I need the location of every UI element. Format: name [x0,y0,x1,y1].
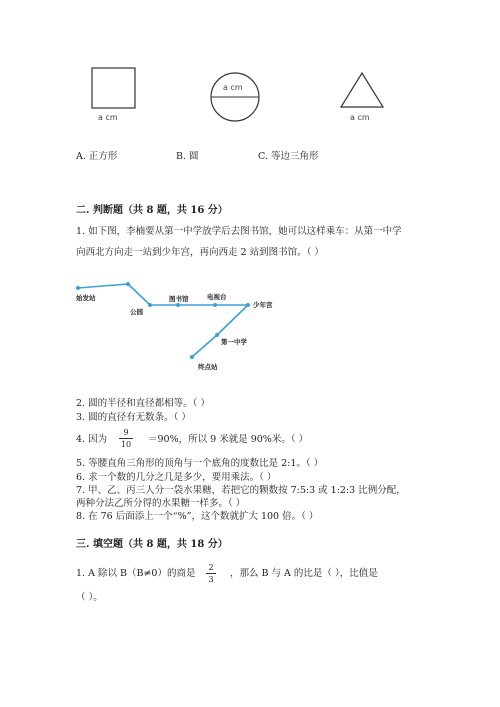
q3-1-pre: 1. A 除以 B（B≠0）的商是 [76,568,196,579]
q3-1-fraction [206,563,216,584]
option-a: A. 正方形 [76,151,118,162]
stop-dot [126,282,130,286]
stop-school: 第一中学 [221,338,247,346]
section3-title: 三. 填空题（共 8 题，共 18 分） [76,539,228,550]
stop-dot [176,303,180,307]
fraction-denominator: 10 [120,440,132,449]
triangle-label: a cm [350,113,370,122]
stop-library: 图书馆 [169,295,189,303]
triangle-shape [341,73,383,107]
stop-dot [190,355,194,359]
q3-1-post: ，那么 B 与 A 的比是（ ），比值是 [230,568,378,579]
stop-tv: 电视台 [207,293,227,301]
q2-1-line1: 1. 如下图，李楠要从第一中学放学后去图书馆，她可以这样乘车：从第一中学 [76,226,402,237]
route-line-branch [192,305,248,357]
option-b: B. 圆 [176,151,199,162]
stop-dot [148,303,152,307]
stop-dot [76,286,80,290]
square-shape [92,68,135,108]
section2-title: 二. 判断题（共 8 题，共 16 分） [76,205,228,216]
q2-3: 3. 圆的直径有无数条。（ ） [76,412,191,423]
option-c: C. 等边三角形 [258,151,319,162]
circle-label: a cm [223,83,243,92]
q2-4-post: ＝90%，所以 9 米就是 90%米。（ ） [148,434,309,445]
q3-1-line2: （ ）。 [76,592,103,603]
q2-1-line2: 向西北方向走一站到少年宫，再向西走 2 站到图书馆。（ ） [76,247,324,258]
stop-dot [213,303,217,307]
q2-7-line2: 两种分法乙所分得的水果糖一样多。（ ） [76,498,246,509]
q2-4-fraction [119,428,133,449]
q2-8: 8. 在 76 后面添上一个“%”，这个数就扩大 100 倍。（ ） [76,511,319,522]
q2-7-line1: 7. 甲、乙、丙三人分一袋水果糖，若把它的颗数按 7:5:3 或 1:2:3 比例分配， [76,485,406,496]
q2-6: 6. 求一个数的几分之几是多少，要用乘法。（ ） [76,472,277,483]
q2-4-pre: 4. 因为 [76,434,108,445]
square-label: a cm [98,113,118,122]
stop-park: 公园 [130,308,143,316]
route-map [0,270,500,380]
shape-figures [0,0,500,140]
stop-terminal: 终点站 [198,363,218,371]
stop-dot [215,333,219,337]
stop-dot [246,303,250,307]
stop-youth: 少年宫 [253,301,273,309]
fraction-numerator: 2 [208,563,214,572]
fraction-denominator: 3 [208,575,214,584]
q2-2: 2. 圆的半径和直径都相等。（ ） [76,398,210,409]
stop-start: 始发站 [76,294,96,302]
fraction-numerator: 9 [123,428,129,437]
q2-5: 5. 等腰直角三角形的顶角与一个底角的度数比是 2:1。（ ） [76,458,324,469]
